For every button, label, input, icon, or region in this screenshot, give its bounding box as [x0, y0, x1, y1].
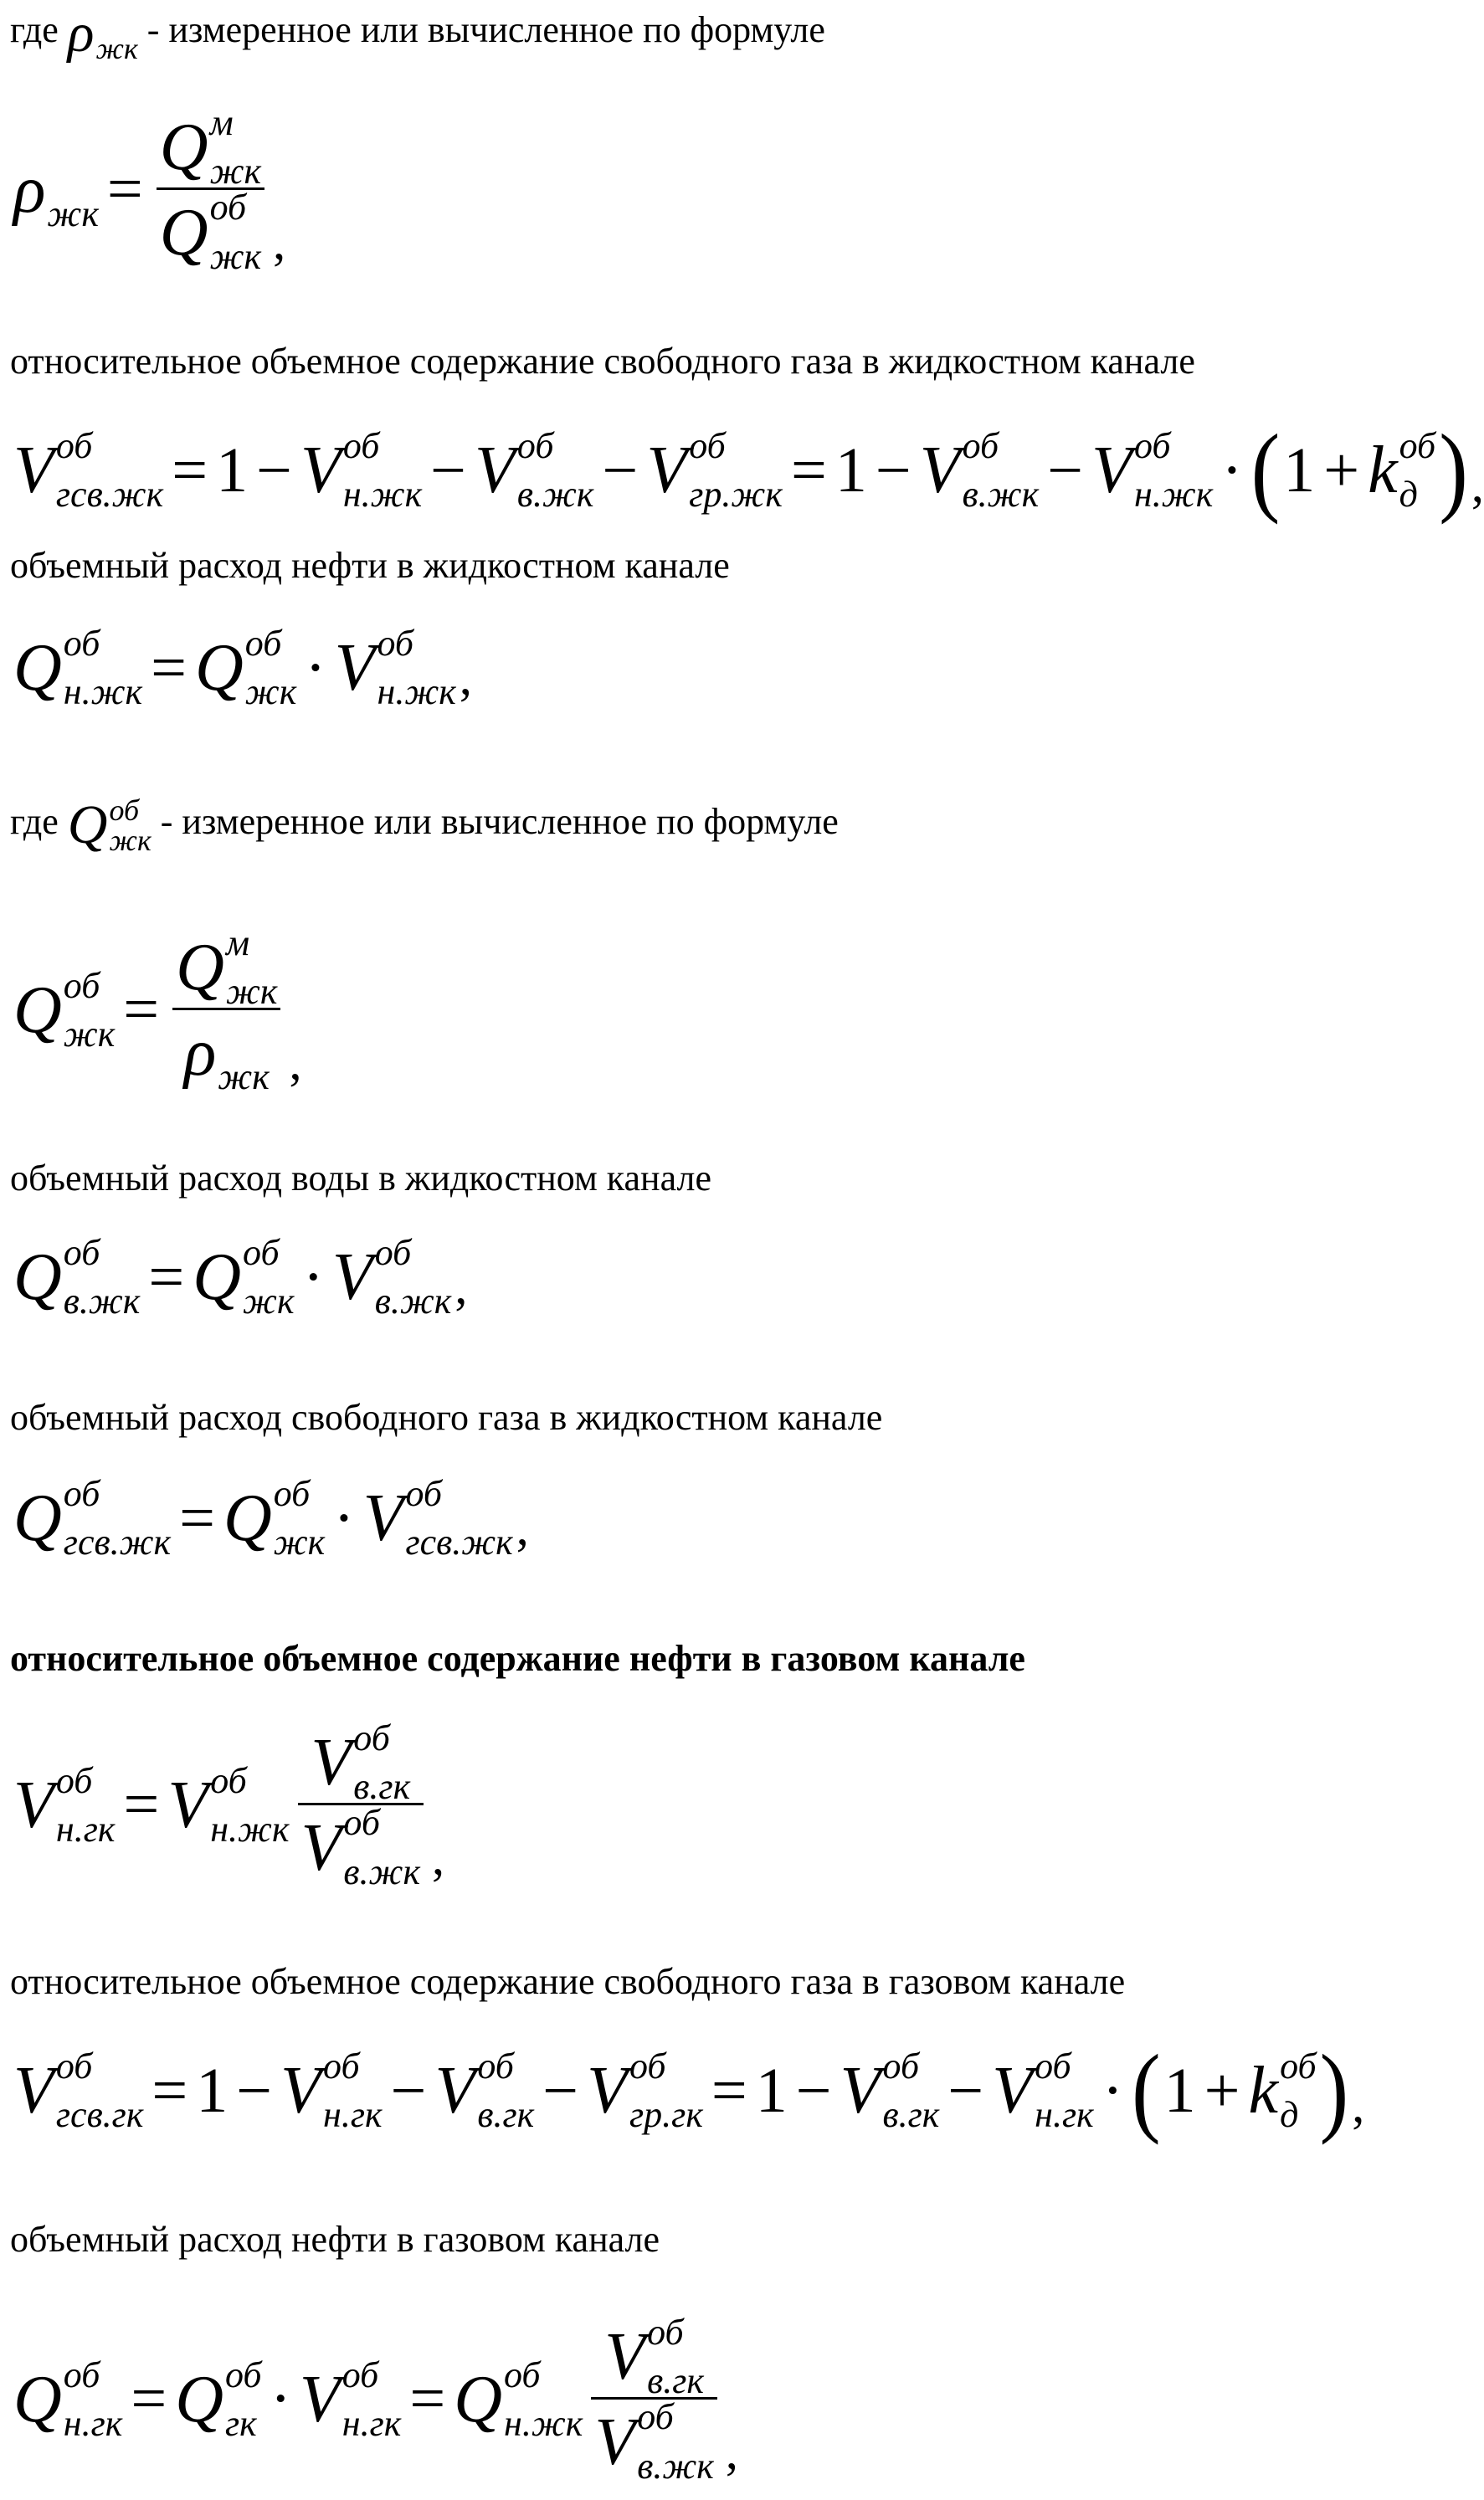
fraction: Q м жк Q об жк [157, 109, 264, 271]
text-suffix: - измеренное или вычисленное по формуле [146, 9, 825, 51]
rho-zhk-symbol: ρ жк [67, 3, 138, 65]
q-zhk-symbol: Q об жк [67, 793, 151, 857]
text-line-2: относительное объемное содержание свободного газа в жидкостном канале [10, 341, 1195, 382]
text-line-7: относительное объемное содержание нефти в газовом канале [10, 1638, 1025, 1679]
formula-v-gsv-zhk: V об гсв.жк = 1 − V об н.жк − V об в.жк − V об гр.жк = 1 − V об в.жк − V об н.жк · ( 1 + k об д ) , [13, 414, 1484, 526]
text-prefix: где [10, 9, 59, 51]
formula-v-n-gk: V об н.гк = V об н.жк V об в.гк V об в.жк , [13, 1717, 445, 1892]
formula-q-v-zhk: Q об в.жк = Q об жк · V об в.жк , [13, 1232, 468, 1322]
text-line-9: объемный расход нефти в газовом канале [10, 2219, 660, 2260]
text-line-8: относительное объемное содержание свободного газа в газовом канале [10, 1961, 1126, 2002]
formula-v-gsv-gk: V об гсв.гк = 1 − V об н.гк − V об в.гк − V об гр.гк = 1 − V об в.гк − V об н.гк · ( 1 + k об д ) , [13, 2035, 1365, 2146]
rho-symbol: ρ жк [13, 152, 99, 234]
formula-q-n-gk: Q об н.гк = Q об гк · V об н.гк = Q об н.жк V об в.гк V об в.жк , [13, 2312, 738, 2487]
formula-q-gsv-zhk: Q об гсв.жк = Q об жк · V об гсв.жк , [13, 1473, 529, 1563]
formula-q-n-zhk: Q об н.жк = Q об жк · V об н.жк , [13, 623, 472, 713]
formula-rho-zhk: ρ жк = Q м жк Q об жк , [13, 102, 286, 277]
text-line-4: где Q об жк - измеренное или вычисленное по формуле [10, 793, 839, 857]
text-line-5: объемный расход воды в жидкостном канале [10, 1158, 711, 1199]
text-line-1 [10, 3, 825, 64]
formula-q-zhk: Q об жк = Q м жк ρ жк , [13, 922, 302, 1097]
text-line-6: объемный расход свободного газа в жидкостном канале [10, 1397, 883, 1438]
text-line-3: объемный расход нефти в жидкостном канале [10, 545, 730, 586]
